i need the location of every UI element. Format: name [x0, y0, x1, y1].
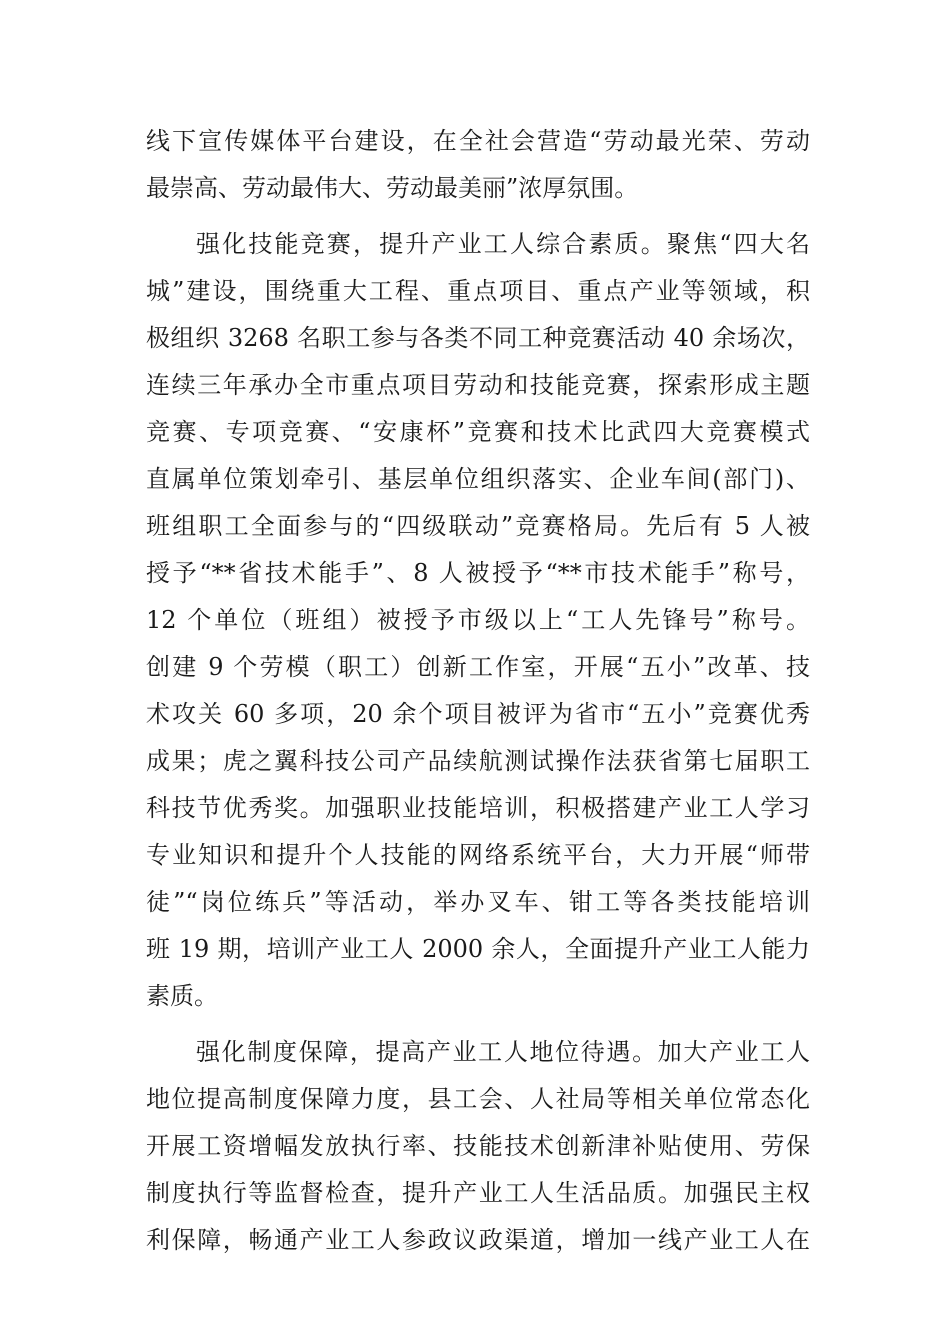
text-line: 班组职工全面参与的“四级联动”竞赛格局。先后有 5 人被: [146, 512, 810, 540]
text-line: 科技节优秀奖。加强职业技能培训，积极搭建产业工人学习: [146, 794, 810, 822]
document-body: [146, 118, 810, 1264]
text-line: 线下宣传媒体平台建设，在全社会营造“劳动最光荣、劳动: [146, 127, 810, 155]
text-line: 利保障，畅通产业工人参政议政渠道，增加一线产业工人在: [146, 1226, 810, 1254]
text-line: 制度执行等监督检查，提升产业工人生活品质。加强民主权: [146, 1179, 810, 1207]
text-line: 创建 9 个劳模（职工）创新工作室，开展“五小”改革、技: [146, 653, 810, 681]
paragraph-1: [146, 118, 810, 212]
text-line: 强化技能竞赛，提升产业工人综合素质。聚焦“四大名: [196, 230, 810, 258]
paragraph-spacer: [146, 212, 810, 221]
text-line: 连续三年承办全市重点项目劳动和技能竞赛，探索形成主题: [146, 371, 810, 399]
text-line: 班 19 期，培训产业工人 2000 余人，全面提升产业工人能力: [146, 935, 810, 963]
text-line: 术攻关 60 多项，20 余个项目被评为省市“五小”竞赛优秀: [146, 700, 810, 728]
text-line: 素质。: [146, 982, 218, 1010]
paragraph-2: [146, 221, 810, 1020]
text-line: 地位提高制度保障力度，县工会、人社局等相关单位常态化: [146, 1085, 810, 1113]
text-line: 成果；虎之翼科技公司产品续航测试操作法获省第七届职工: [146, 747, 810, 775]
text-line: 城”建设，围绕重大工程、重点项目、重点产业等领域，积: [146, 277, 810, 305]
text-line: 最崇高、劳动最伟大、劳动最美丽”浓厚氛围。: [146, 174, 639, 202]
text-line: 徒”“岗位练兵”等活动，举办叉车、钳工等各类技能培训: [146, 888, 810, 916]
text-line: 授予“**省技术能手”、8 人被授予“**市技术能手”称号，: [146, 559, 810, 587]
paragraph-3: [146, 1029, 810, 1264]
paragraph-spacer: [146, 1020, 810, 1029]
text-line: 专业知识和提升个人技能的网络系统平台，大力开展“师带: [146, 841, 810, 869]
text-line: 极组织 3268 名职工参与各类不同工种竞赛活动 40 余场次，: [146, 324, 810, 352]
text-line: 竞赛、专项竞赛、“安康杯”竞赛和技术比武四大竞赛模式: [146, 418, 810, 446]
text-line: 开展工资增幅发放执行率、技能技术创新津补贴使用、劳保: [146, 1132, 810, 1160]
text-line: 直属单位策划牵引、基层单位组织落实、企业车间(部门)、: [146, 465, 810, 493]
text-line: 强化制度保障，提高产业工人地位待遇。加大产业工人: [196, 1038, 810, 1066]
text-line: 12 个单位（班组）被授予市级以上“工人先锋号”称号。: [146, 606, 810, 634]
